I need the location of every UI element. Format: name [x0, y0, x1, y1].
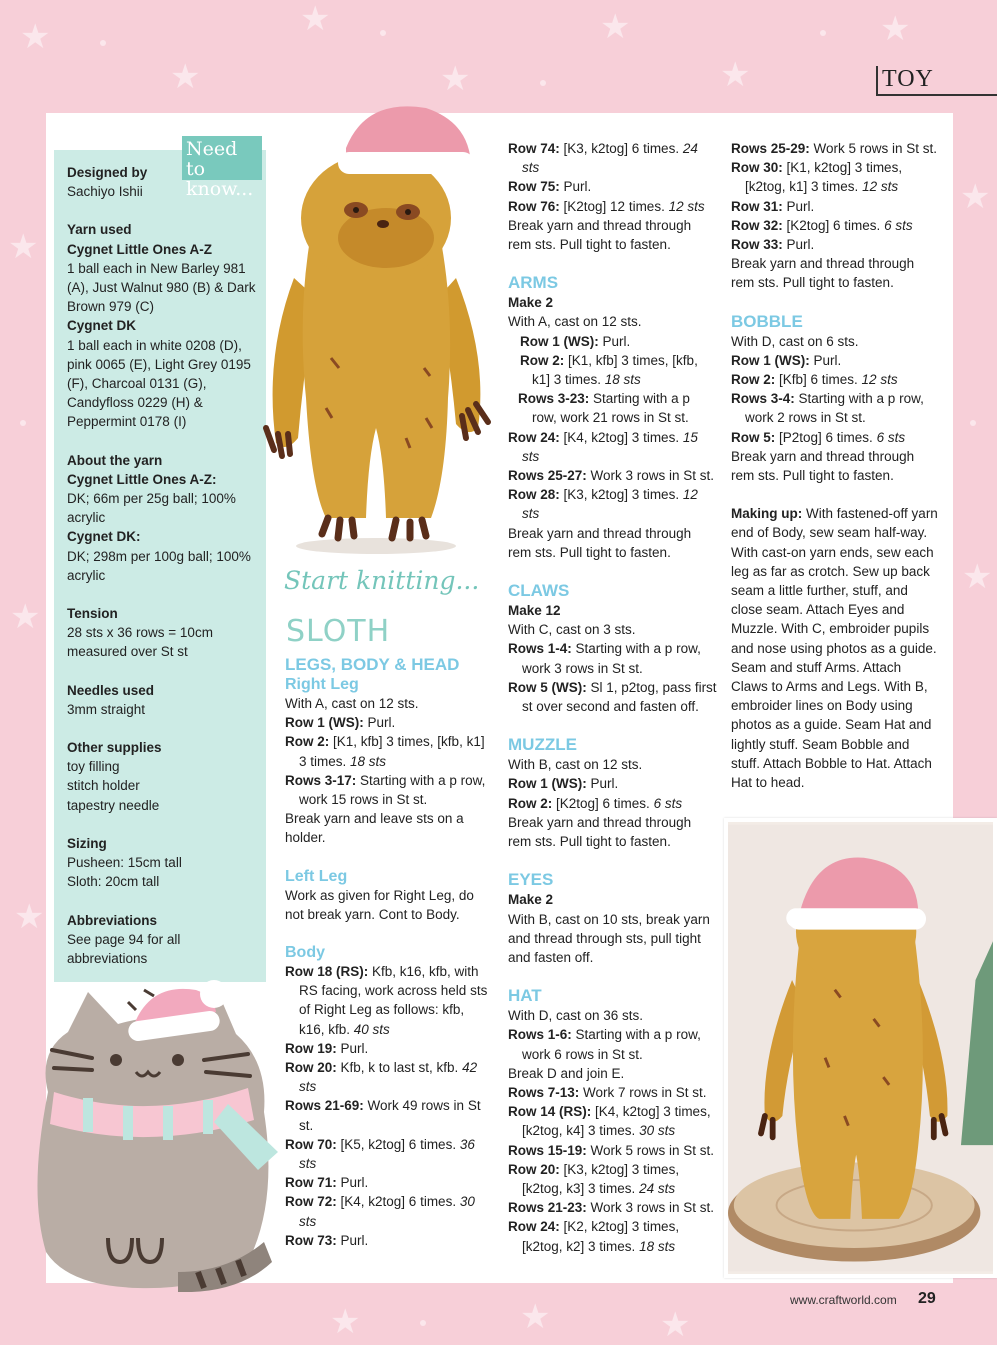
instruction-row: Rows 7-13: Work 7 rows in St st.	[508, 1084, 707, 1100]
bobble-heading: BOBBLE	[731, 311, 803, 331]
instruction-line: Break yarn and thread through rem sts. Pull tight to fasten.	[508, 814, 692, 850]
instruction-row: Row 24: [K4, k2tog] 3 times. 15 sts	[508, 429, 698, 464]
abbreviations-heading: Abbreviations	[67, 912, 158, 928]
yarn-1-name: Cygnet Little Ones A-Z	[67, 241, 213, 257]
body-heading: Body	[285, 944, 325, 962]
tension-text: 28 sts x 36 rows = 10cm measured over St st	[67, 625, 213, 660]
instruction-row: Rows 3-4: Starting with a p row, work 2 rows in St st.	[731, 391, 924, 426]
needles-text: 3mm straight	[67, 701, 146, 717]
instruction-line: Break yarn and thread through rem sts. Pull tight to fasten.	[731, 256, 915, 291]
instruction-row: Row 5 (WS): Sl 1, p2tog, pass first st over second and fasten off.	[508, 679, 717, 715]
arms-heading: ARMS	[508, 273, 559, 293]
instruction-row: Rows 21-69: Work 49 rows in St st.	[285, 1098, 481, 1133]
yarn-used-heading: Yarn used	[67, 222, 132, 238]
sidebar-text	[67, 163, 262, 987]
instruction-row: Row 76: [K2tog] 12 times. 12 sts	[508, 198, 705, 214]
yarn-2-desc: 1 ball each in white 0208 (D), pink 0065 (E), Light Grey 0195 (F), Charcoal 0131 (G), Candyfloss 0229 (H) & Peppermint 0178 (I)	[67, 337, 251, 430]
yarn-1-desc: 1 ball each in New Barley 981 (A), Just Walnut 980 (B) & Dark Brown 979 (C)	[67, 260, 256, 315]
about-yarn-heading: About the yarn	[67, 452, 163, 468]
instruction-row: Row 24: [K2, k2tog] 3 times, [k2tog, k2] 3 times. 18 sts	[508, 1219, 680, 1254]
instruction-row: Row 14 (RS): [K4, k2tog] 3 times, [k2tog, k4] 3 times. 30 sts	[508, 1104, 711, 1139]
instruction-row: Row 72: [K4, k2tog] 6 times. 30 sts	[285, 1194, 475, 1229]
about-2-name: Cygnet DK:	[67, 529, 141, 545]
instruction-line: Break yarn and leave sts on a holder.	[285, 811, 464, 846]
instruction-row: Row 30: [K1, k2tog] 3 times, [k2tog, k1] 3 times. 12 sts	[731, 160, 903, 195]
supplies-heading: Other supplies	[67, 740, 162, 756]
needles-heading: Needles used	[67, 682, 155, 698]
instruction-row: Row 33: Purl.	[731, 237, 815, 253]
sizing-item: Sloth: 20cm tall	[67, 874, 160, 890]
instruction-line: With D, cast on 6 sts.	[731, 333, 859, 349]
footer-url: www.craftworld.com	[790, 1293, 897, 1307]
tension-heading: Tension	[67, 606, 118, 622]
hat-heading: HAT	[508, 986, 542, 1006]
instruction-line: Break yarn and thread through rem sts. Pull tight to fasten.	[508, 217, 692, 253]
instruction-line: Break yarn and thread through rem sts. Pull tight to fasten.	[508, 525, 692, 560]
instruction-row: Row 20: [K3, k2tog] 3 times, [k2tog, k3] 3 times. 24 sts	[508, 1161, 680, 1196]
instruction-row: Row 32: [K2tog] 6 times. 6 sts	[731, 217, 913, 233]
making-up-paragraph: Making up: With fastened-off yarn end of Body, sew seam half-way. With cast-on yarn ends, sew each leg as far as crotch. Sew up back seam a little further, stuff, and close seam. Attach Eyes and Muzzle. With C, embroider pupils and nose using photos as a guide.	[731, 506, 938, 656]
sizing-item: Pusheen: 15cm tall	[67, 855, 182, 871]
supply-item: toy filling	[67, 759, 120, 775]
instruction-line: With A, cast on 12 sts.	[508, 314, 642, 330]
sloth-toy-photo	[256, 98, 496, 558]
instruction-row: Row 1 (WS): Purl.	[520, 333, 631, 349]
instruction-row: Rows 1-4: Starting with a p row, work 3 rows in St st.	[508, 641, 701, 676]
star-pattern-background: ★ ★ ★ ★ ★ ★ ★ ★ ★ ★ ★ ★ ★ ★ ★	[8, 0, 993, 1344]
instruction-row: Rows 3-17: Starting with a p row, work 15 rows in St st.	[285, 772, 486, 808]
pattern-title: SLOTH	[286, 614, 391, 649]
eyes-heading: EYES	[508, 870, 554, 890]
instruction-row: Row 2: [K1, kfb] 3 times, [kfb, k1] 3 times. 18 sts	[285, 734, 485, 769]
about-1-desc: DK; 66m per 25g ball; 100% acrylic	[67, 491, 236, 526]
instruction-line: With A, cast on 12 sts.	[285, 696, 419, 711]
yarn-used-block	[67, 220, 262, 431]
legs-body-head-heading: LEGS, BODY & HEAD	[285, 655, 460, 674]
page-number: 29	[918, 1290, 936, 1307]
instruction-line: Work as given for Right Leg, do not break yarn. Cont to Body.	[285, 887, 474, 922]
supplies-block	[67, 738, 262, 815]
instruction-row: Rows 1-6: Starting with a p row, work 6 rows in St st.	[508, 1027, 701, 1062]
instruction-row: Rows 21-23: Work 3 rows in St st.	[508, 1200, 715, 1216]
instruction-row: Rows 15-19: Work 5 rows in St st.	[508, 1142, 715, 1158]
pusheen-cat-illustration	[28, 972, 288, 1292]
tension-block	[67, 604, 262, 662]
sloth-back-photo	[724, 818, 997, 1278]
designer-name: Sachiyo Ishii	[67, 184, 143, 200]
instruction-row: Row 2: [Kfb] 6 times. 12 sts	[731, 372, 898, 388]
eyes-make-count: Make 2	[508, 892, 554, 908]
instruction-row: Row 71: Purl.	[285, 1175, 369, 1191]
instruction-row: Rows 3-23: Starting with a p row, work 21 rows in St st.	[518, 391, 690, 426]
instruction-row: Row 5: [P2tog] 6 times. 6 sts	[731, 429, 906, 445]
instruction-line: With C, cast on 3 sts.	[508, 622, 636, 638]
arms-make-count: Make 2	[508, 295, 554, 311]
supply-item: tapestry needle	[67, 797, 160, 813]
instructions-column-1	[285, 655, 490, 1250]
instruction-row: Row 70: [K5, k2tog] 6 times. 36 sts	[285, 1136, 475, 1172]
instruction-line: Break D and join E.	[508, 1065, 625, 1081]
abbreviations-block	[67, 911, 262, 969]
sizing-block	[67, 834, 262, 892]
designed-by-block	[67, 163, 262, 201]
instructions-column-2	[508, 139, 718, 1256]
instruction-row: Row 18 (RS): Kfb, k16, kfb, with RS facing, work across held sts of Right Leg as follows: kfb, k16, kfb. 40 sts	[285, 964, 488, 1037]
instruction-line: With B, cast on 12 sts.	[508, 757, 643, 773]
instruction-line: Break yarn and thread through rem sts. Pull tight to fasten.	[731, 448, 915, 484]
instruction-line: With B, cast on 10 sts, break yarn and thread through sts, pull tight and fasten off.	[508, 911, 710, 965]
about-1-name: Cygnet Little Ones A-Z:	[67, 471, 217, 487]
needles-block	[67, 681, 262, 719]
sizing-heading: Sizing	[67, 835, 107, 851]
instruction-row: Row 1 (WS): Purl.	[285, 715, 396, 731]
instruction-row: Rows 25-29: Work 5 rows in St st.	[731, 141, 938, 156]
claws-heading: CLAWS	[508, 581, 570, 601]
designed-by-heading: Designed by	[67, 165, 148, 180]
instruction-row: Row 20: Kfb, k to last st, kfb. 42 sts	[285, 1060, 478, 1095]
yarn-2-name: Cygnet DK	[67, 318, 137, 334]
instruction-row: Row 2: [K2tog] 6 times. 6 sts	[508, 795, 683, 811]
supply-item: stitch holder	[67, 778, 140, 794]
instruction-row: Row 19: Purl.	[285, 1040, 369, 1056]
instructions-column-3	[731, 139, 939, 792]
abbreviations-text: See page 94 for all abbreviations	[67, 931, 181, 966]
instruction-row: Row 75: Purl.	[508, 179, 592, 195]
claws-make-count: Make 12	[508, 603, 561, 619]
instruction-row: Rows 25-27: Work 3 rows in St st.	[508, 468, 715, 484]
muzzle-heading: MUZZLE	[508, 735, 577, 755]
instruction-row: Row 1 (WS): Purl.	[731, 352, 842, 368]
section-tag: TOY	[876, 66, 997, 96]
instruction-row: Row 2: [K1, kfb] 3 times, [kfb, k1] 3 times. 18 sts	[520, 352, 698, 388]
left-leg-heading: Left Leg	[285, 867, 348, 885]
right-leg-heading: Right Leg	[285, 676, 359, 693]
instruction-row: Row 31: Purl.	[731, 198, 815, 214]
about-2-desc: DK; 298m per 100g ball; 100% acrylic	[67, 548, 251, 583]
instruction-line: With D, cast on 36 sts.	[508, 1008, 644, 1024]
start-knitting-heading: Start knitting...	[284, 566, 480, 595]
about-yarn-block	[67, 451, 262, 585]
need-to-know-tag: Need to know...	[182, 136, 262, 180]
making-up-paragraph-2: Seam and stuff Arms. Attach Claws to Arms and Legs. With B, embroider lines on Body using photos as a guide. Seam Hat and lightly stuff. Seam Bobble and stuff. Attach Bobble to Hat. Attach Hat to head.	[731, 659, 932, 791]
instruction-row: Row 73: Purl.	[285, 1232, 369, 1248]
instruction-row: Row 74: [K3, k2tog] 6 times. 24 sts	[508, 141, 698, 176]
instruction-row: Row 28: [K3, k2tog] 3 times. 12 sts	[508, 487, 698, 522]
instruction-row: Row 1 (WS): Purl.	[508, 776, 619, 792]
